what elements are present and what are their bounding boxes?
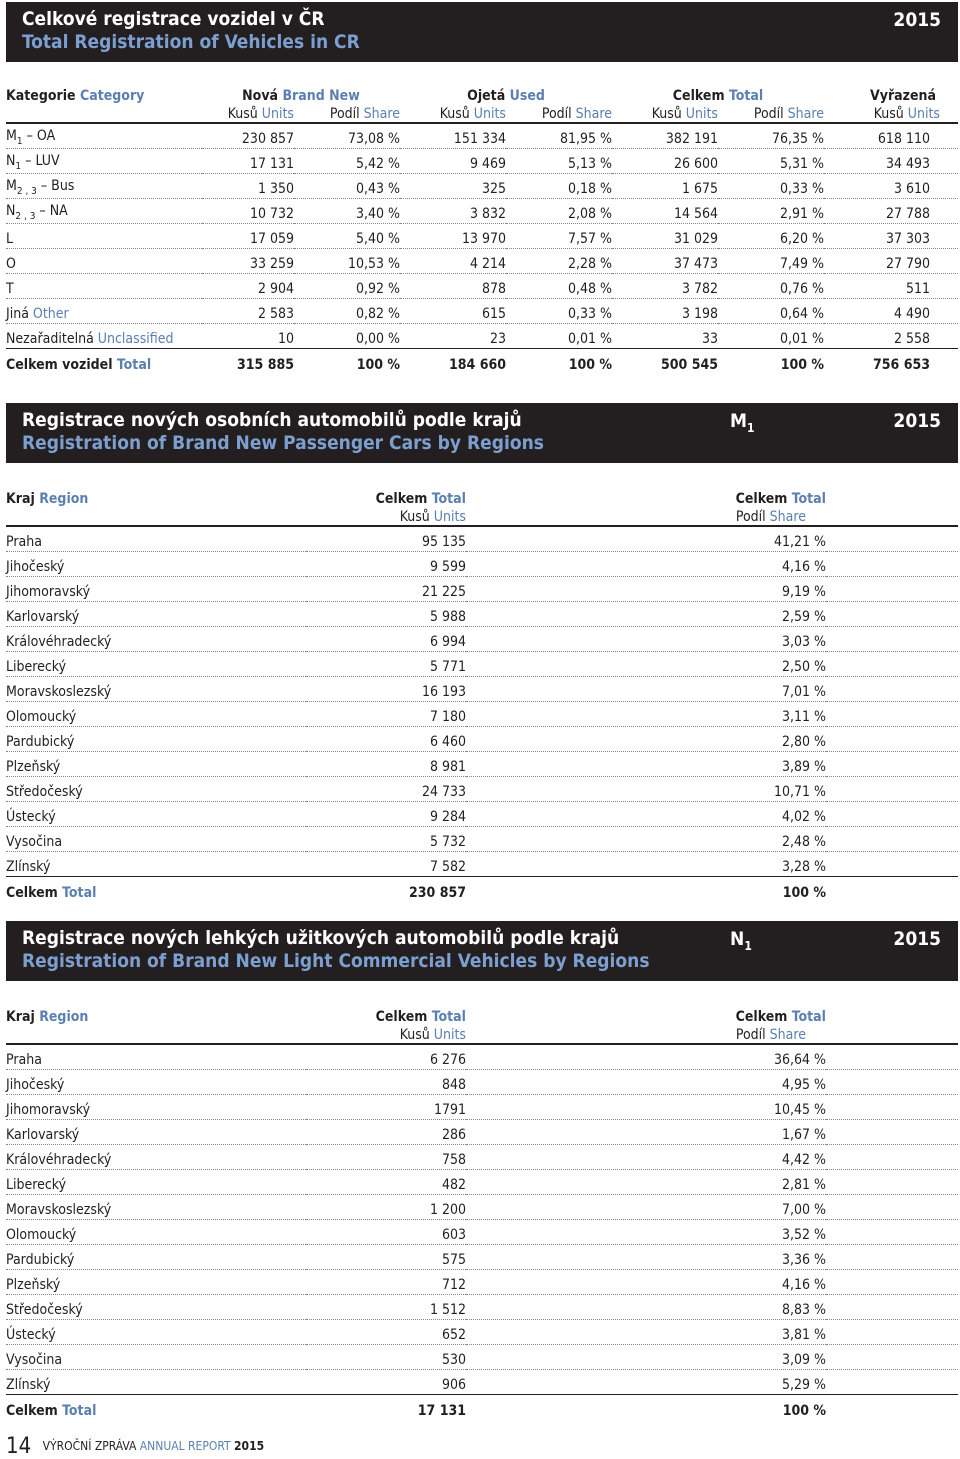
category-cell: $N_{2 , 3}$ – NA: [6, 199, 202, 224]
table-row: [6, 552, 958, 577]
subheader-share: Podíl Share: [294, 104, 400, 123]
used-share-cell: 0,33 %: [506, 299, 612, 324]
used-units-cell: 13 970: [400, 224, 506, 249]
new-units-cell: 2 583: [202, 299, 294, 324]
units-cell: 7 582: [306, 852, 466, 877]
share-cell: 7,01 %: [466, 677, 826, 702]
lcv-table-body: [6, 1044, 958, 1395]
total-units-cell: 26 600: [612, 149, 718, 174]
table-header-row: [6, 1005, 958, 1025]
section1-title-cz: Celkové registrace vozidel v ČR: [22, 8, 325, 30]
table-row: [6, 1044, 958, 1070]
share-cell: 10,45 %: [466, 1095, 826, 1120]
units-cell: 7 180: [306, 702, 466, 727]
region-cell: Moravskoslezský: [6, 677, 306, 702]
table-row: [6, 852, 958, 877]
share-cell: 3,28 %: [466, 852, 826, 877]
header-category: Kategorie Category: [6, 88, 145, 104]
total-share-cell: 76,35 %: [718, 123, 824, 149]
total-new-units: 315 885: [237, 357, 294, 373]
used-share-cell: 2,08 %: [506, 199, 612, 224]
section1-title-en: Total Registration of Vehicles in CR: [22, 31, 360, 53]
passenger-table-body: [6, 526, 958, 877]
subheader-share: Podíl Share: [718, 104, 824, 123]
region-cell: Jihočeský: [6, 1070, 306, 1095]
units-cell: 5 732: [306, 827, 466, 852]
new-share-cell: 0,00 %: [294, 324, 400, 349]
share-cell: 1,67 %: [466, 1120, 826, 1145]
region-cell: Vysočina: [6, 1345, 306, 1370]
table-row: [6, 174, 958, 199]
region-cell: Olomoucký: [6, 1220, 306, 1245]
share-cell: 2,59 %: [466, 602, 826, 627]
region-cell: Karlovarský: [6, 602, 306, 627]
category-cell: Jiná Other: [6, 299, 202, 324]
table-row: [6, 1270, 958, 1295]
used-share-cell: 5,13 %: [506, 149, 612, 174]
retired-units-cell: 34 493: [824, 149, 958, 174]
share-cell: 4,16 %: [466, 552, 826, 577]
region-cell: Ústecký: [6, 802, 306, 827]
share-cell: 41,21 %: [466, 526, 826, 552]
units-cell: 652: [306, 1320, 466, 1345]
units-cell: 848: [306, 1070, 466, 1095]
section1-year: 2015: [893, 9, 941, 31]
table-row: [6, 652, 958, 677]
total-units-cell: 37 473: [612, 249, 718, 274]
subheader-share: Podíl Share: [506, 104, 612, 123]
table-row: [6, 752, 958, 777]
used-share-cell: 2,28 %: [506, 249, 612, 274]
region-cell: Plzeňský: [6, 752, 306, 777]
total-share: 100 %: [782, 885, 826, 901]
total-share-cell: 6,20 %: [718, 224, 824, 249]
share-cell: 36,64 %: [466, 1044, 826, 1070]
table-row: [6, 702, 958, 727]
retired-units-cell: 37 303: [824, 224, 958, 249]
share-cell: 3,11 %: [466, 702, 826, 727]
units-cell: 6 994: [306, 627, 466, 652]
subheader-units: Kusů Units: [612, 104, 718, 123]
page-number: 14: [6, 1434, 32, 1459]
table-row: [6, 274, 958, 299]
table-row: [6, 249, 958, 274]
units-cell: 1 200: [306, 1195, 466, 1220]
retired-units-cell: 2 558: [824, 324, 958, 349]
header-total-units: Celkem Total: [375, 1009, 466, 1025]
section2-year: 2015: [893, 410, 941, 432]
section3-title-en: Registration of Brand New Light Commercial Vehicles by Regions: [22, 950, 650, 972]
used-share-cell: 0,18 %: [506, 174, 612, 199]
table-row: [6, 1195, 958, 1220]
table-row: [6, 123, 958, 149]
retired-units-cell: 27 790: [824, 249, 958, 274]
region-cell: Jihočeský: [6, 552, 306, 577]
table-row: [6, 627, 958, 652]
table-row: [6, 677, 958, 702]
retired-units-cell: 3 610: [824, 174, 958, 199]
total-units: 230 857: [409, 885, 466, 901]
region-cell: Praha: [6, 1044, 306, 1070]
table-header-row: [6, 487, 958, 507]
total-retired: 756 653: [873, 357, 930, 373]
region-cell: Středočeský: [6, 1295, 306, 1320]
new-units-cell: 230 857: [202, 123, 294, 149]
table-total-row: [6, 1395, 958, 1420]
share-cell: 4,02 %: [466, 802, 826, 827]
header-retired: Vyřazená: [869, 88, 936, 104]
share-cell: 3,52 %: [466, 1220, 826, 1245]
new-share-cell: 5,40 %: [294, 224, 400, 249]
region-cell: Pardubický: [6, 1245, 306, 1270]
category-cell: O: [6, 249, 202, 274]
table-row: [6, 1245, 958, 1270]
total-units-cell: 382 191: [612, 123, 718, 149]
region-cell: Liberecký: [6, 652, 306, 677]
header-total-share: Celkem Total: [735, 491, 826, 507]
units-cell: 24 733: [306, 777, 466, 802]
table-total-row: [6, 349, 958, 374]
share-cell: 2,48 %: [466, 827, 826, 852]
table-subheader-row: [6, 104, 958, 123]
table-row: [6, 299, 958, 324]
section1-banner: [6, 2, 958, 62]
table-subheader-row: [6, 507, 958, 526]
region-cell: Liberecký: [6, 1170, 306, 1195]
total-units-cell: 1 675: [612, 174, 718, 199]
total-units-cell: 33: [612, 324, 718, 349]
table-row: [6, 1095, 958, 1120]
category-cell: $M_{2 , 3}$ – Bus: [6, 174, 202, 199]
vehicle-registration-table: [6, 84, 958, 373]
used-units-cell: 878: [400, 274, 506, 299]
total-share: 100 %: [782, 1403, 826, 1419]
share-cell: 2,81 %: [466, 1170, 826, 1195]
total-units-cell: 14 564: [612, 199, 718, 224]
share-cell: 9,19 %: [466, 577, 826, 602]
new-units-cell: 10: [202, 324, 294, 349]
table-row: [6, 1370, 958, 1395]
section2-banner: [6, 403, 958, 463]
total-label: Celkem Total: [6, 885, 97, 901]
units-cell: 8 981: [306, 752, 466, 777]
used-share-cell: 0,48 %: [506, 274, 612, 299]
region-cell: Zlínský: [6, 852, 306, 877]
table-header-row: [6, 84, 958, 104]
new-share-cell: 0,92 %: [294, 274, 400, 299]
share-cell: 3,89 %: [466, 752, 826, 777]
used-units-cell: 23: [400, 324, 506, 349]
retired-units-cell: 4 490: [824, 299, 958, 324]
units-cell: 6 276: [306, 1044, 466, 1070]
total-share-cell: 5,31 %: [718, 149, 824, 174]
new-units-cell: 2 904: [202, 274, 294, 299]
share-cell: 10,71 %: [466, 777, 826, 802]
units-cell: 575: [306, 1245, 466, 1270]
region-cell: Zlínský: [6, 1370, 306, 1395]
new-share-cell: 0,82 %: [294, 299, 400, 324]
share-cell: 4,42 %: [466, 1145, 826, 1170]
section2-title-cz: Registrace nových osobních automobilů podle krajů: [22, 409, 522, 431]
new-units-cell: 1 350: [202, 174, 294, 199]
total-total-units: 500 545: [661, 357, 718, 373]
new-share-cell: 73,08 %: [294, 123, 400, 149]
region-cell: Vysočina: [6, 827, 306, 852]
header-new: Nová Brand New: [242, 88, 360, 104]
subheader-units: Kusů Units: [306, 507, 466, 526]
header-total: Celkem Total: [672, 88, 764, 104]
used-units-cell: 3 832: [400, 199, 506, 224]
region-cell: Královéhradecký: [6, 1145, 306, 1170]
total-share-cell: 0,01 %: [718, 324, 824, 349]
total-units-cell: 3 198: [612, 299, 718, 324]
region-cell: Královéhradecký: [6, 627, 306, 652]
total-share-cell: 0,76 %: [718, 274, 824, 299]
header-total-units: Celkem Total: [375, 491, 466, 507]
share-cell: 2,50 %: [466, 652, 826, 677]
table-row: [6, 526, 958, 552]
total-share-cell: 2,91 %: [718, 199, 824, 224]
share-cell: 4,95 %: [466, 1070, 826, 1095]
vehicle-table-body: [6, 123, 958, 349]
region-cell: Plzeňský: [6, 1270, 306, 1295]
units-cell: 9 599: [306, 552, 466, 577]
table-row: [6, 1145, 958, 1170]
used-share-cell: 81,95 %: [506, 123, 612, 149]
table-row: [6, 224, 958, 249]
new-units-cell: 17 059: [202, 224, 294, 249]
share-cell: 5,29 %: [466, 1370, 826, 1395]
category-cell: L: [6, 224, 202, 249]
subheader-share: Podíl Share: [466, 1025, 826, 1044]
region-cell: Praha: [6, 526, 306, 552]
table-row: [6, 827, 958, 852]
units-cell: 286: [306, 1120, 466, 1145]
light-commercial-table: [6, 1005, 958, 1419]
total-used-units: 184 660: [449, 357, 506, 373]
region-cell: Olomoucký: [6, 702, 306, 727]
used-units-cell: 325: [400, 174, 506, 199]
share-cell: 3,09 %: [466, 1345, 826, 1370]
page-footer: [6, 1434, 264, 1459]
share-cell: 3,36 %: [466, 1245, 826, 1270]
table-row: [6, 199, 958, 224]
table-row: [6, 1170, 958, 1195]
region-cell: Jihomoravský: [6, 577, 306, 602]
table-row: [6, 802, 958, 827]
units-cell: 712: [306, 1270, 466, 1295]
table-row: [6, 149, 958, 174]
section3-banner: [6, 921, 958, 981]
new-share-cell: 0,43 %: [294, 174, 400, 199]
section3-year: 2015: [893, 928, 941, 950]
used-share-cell: 7,57 %: [506, 224, 612, 249]
category-cell: $N_1$ – LUV: [6, 149, 202, 174]
section3-title-cz: Registrace nových lehkých užitkových automobilů podle krajů: [22, 927, 620, 949]
share-cell: 3,03 %: [466, 627, 826, 652]
subheader-units: Kusů Units: [306, 1025, 466, 1044]
table-row: [6, 1070, 958, 1095]
units-cell: 9 284: [306, 802, 466, 827]
subheader-units: Kusů Units: [400, 104, 506, 123]
share-cell: 7,00 %: [466, 1195, 826, 1220]
share-cell: 8,83 %: [466, 1295, 826, 1320]
section3-category: $N_1$: [730, 928, 752, 953]
retired-units-cell: 511: [824, 274, 958, 299]
table-row: [6, 577, 958, 602]
units-cell: 6 460: [306, 727, 466, 752]
footer-title-cz: VÝROČNÍ ZPRÁVA: [42, 1439, 137, 1453]
total-label: Celkem vozidel Total: [6, 357, 152, 373]
footer-year: 2015: [234, 1439, 265, 1453]
new-share-cell: 10,53 %: [294, 249, 400, 274]
used-share-cell: 0,01 %: [506, 324, 612, 349]
used-units-cell: 4 214: [400, 249, 506, 274]
table-row: [6, 1295, 958, 1320]
total-units-cell: 3 782: [612, 274, 718, 299]
table-row: [6, 1320, 958, 1345]
units-cell: 482: [306, 1170, 466, 1195]
header-used: Ojetá Used: [467, 88, 545, 104]
subheader-units: Kusů Units: [202, 104, 294, 123]
units-cell: 21 225: [306, 577, 466, 602]
units-cell: 16 193: [306, 677, 466, 702]
subheader-units: Kusů Units: [824, 104, 958, 123]
units-cell: 603: [306, 1220, 466, 1245]
total-units: 17 131: [417, 1403, 466, 1419]
retired-units-cell: 618 110: [824, 123, 958, 149]
used-units-cell: 151 334: [400, 123, 506, 149]
units-cell: 1 512: [306, 1295, 466, 1320]
units-cell: 530: [306, 1345, 466, 1370]
total-total-share: 100 %: [780, 357, 824, 373]
region-cell: Jihomoravský: [6, 1095, 306, 1120]
units-cell: 95 135: [306, 526, 466, 552]
table-row: [6, 777, 958, 802]
table-row: [6, 727, 958, 752]
retired-units-cell: 27 788: [824, 199, 958, 224]
category-cell: T: [6, 274, 202, 299]
table-row: [6, 602, 958, 627]
new-units-cell: 10 732: [202, 199, 294, 224]
share-cell: 3,81 %: [466, 1320, 826, 1345]
region-cell: Moravskoslezský: [6, 1195, 306, 1220]
section2-title-en: Registration of Brand New Passenger Cars by Regions: [22, 432, 544, 454]
units-cell: 5 771: [306, 652, 466, 677]
table-total-row: [6, 877, 958, 902]
section2-category: $M_1$: [730, 410, 755, 435]
total-share-cell: 0,64 %: [718, 299, 824, 324]
share-cell: 4,16 %: [466, 1270, 826, 1295]
units-cell: 758: [306, 1145, 466, 1170]
region-cell: Středočeský: [6, 777, 306, 802]
total-share-cell: 0,33 %: [718, 174, 824, 199]
passenger-cars-table: [6, 487, 958, 901]
total-share-cell: 7,49 %: [718, 249, 824, 274]
total-label: Celkem Total: [6, 1403, 97, 1419]
used-units-cell: 615: [400, 299, 506, 324]
new-units-cell: 17 131: [202, 149, 294, 174]
region-cell: Karlovarský: [6, 1120, 306, 1145]
region-cell: Pardubický: [6, 727, 306, 752]
header-region: Kraj Region: [6, 1009, 89, 1025]
total-units-cell: 31 029: [612, 224, 718, 249]
share-cell: 2,80 %: [466, 727, 826, 752]
table-row: [6, 1120, 958, 1145]
new-share-cell: 5,42 %: [294, 149, 400, 174]
table-subheader-row: [6, 1025, 958, 1044]
subheader-share: Podíl Share: [466, 507, 826, 526]
table-row: [6, 324, 958, 349]
header-region: Kraj Region: [6, 491, 89, 507]
table-row: [6, 1345, 958, 1370]
used-units-cell: 9 469: [400, 149, 506, 174]
units-cell: 5 988: [306, 602, 466, 627]
header-total-share: Celkem Total: [735, 1009, 826, 1025]
total-used-share: 100 %: [568, 357, 612, 373]
new-share-cell: 3,40 %: [294, 199, 400, 224]
units-cell: 1791: [306, 1095, 466, 1120]
total-new-share: 100 %: [356, 357, 400, 373]
region-cell: Ústecký: [6, 1320, 306, 1345]
units-cell: 906: [306, 1370, 466, 1395]
category-cell: $M_1$ – OA: [6, 123, 202, 149]
table-row: [6, 1220, 958, 1245]
category-cell: Nezařaditelná Unclassified: [6, 324, 202, 349]
footer-title-en: ANNUAL REPORT: [139, 1439, 231, 1453]
new-units-cell: 33 259: [202, 249, 294, 274]
